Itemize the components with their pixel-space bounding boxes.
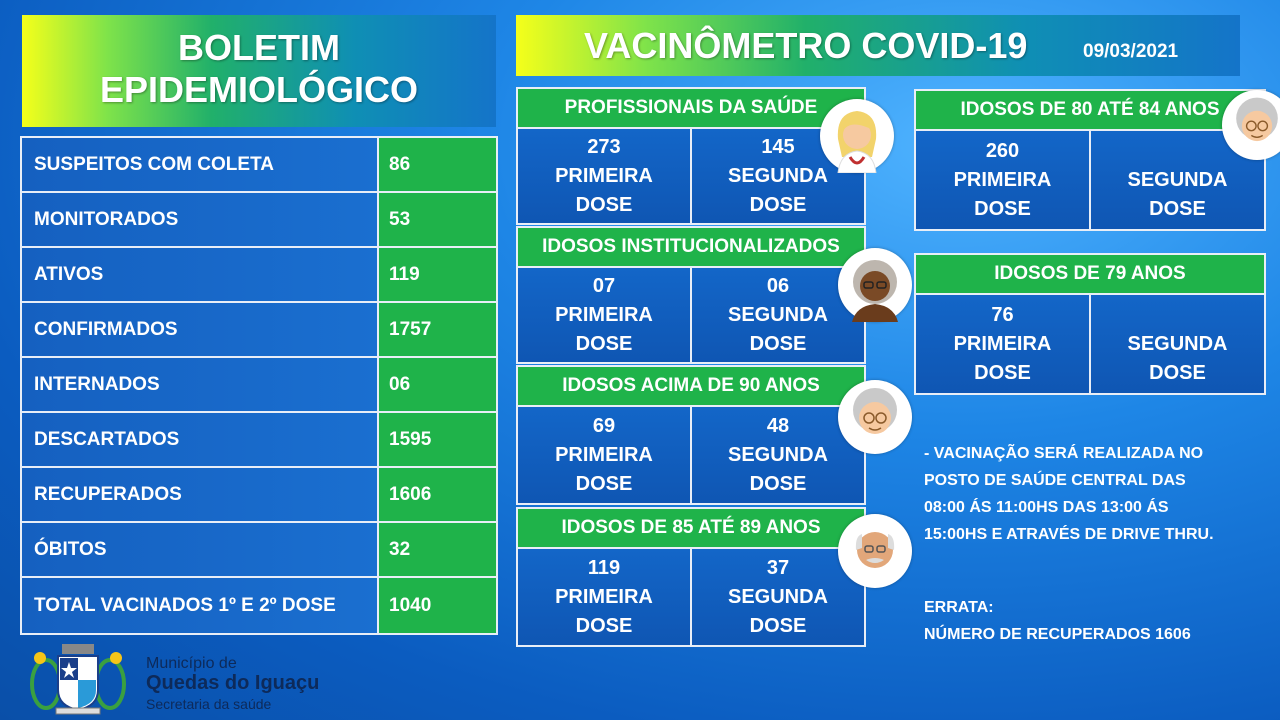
vaccination-note <box>924 440 1264 548</box>
row-value: 32 <box>379 523 496 576</box>
note-line: 15:00HS E ATRAVÉS DE DRIVE THRU. <box>924 526 1214 543</box>
row-value: 119 <box>379 248 496 301</box>
errata <box>924 594 1191 648</box>
first-dose-label: PRIMEIRA <box>555 303 653 326</box>
municipality-prefix: Município de <box>146 655 237 672</box>
card-title: IDOSOS INSTITUCIONALIZADOS <box>518 228 864 268</box>
first-dose-cell <box>518 407 690 503</box>
table-row <box>22 248 496 303</box>
first-dose-cell <box>916 131 1089 229</box>
row-value: 86 <box>379 138 496 191</box>
first-dose-count: 260 <box>985 139 1020 162</box>
table-row <box>22 578 496 633</box>
first-dose-count: 69 <box>592 414 616 437</box>
row-value: 1757 <box>379 303 496 356</box>
bulletin-header <box>22 15 496 127</box>
row-value: 1606 <box>379 468 496 521</box>
first-dose-label: PRIMEIRA <box>953 332 1052 355</box>
epidemiological-table <box>20 136 498 635</box>
dose-label: DOSE <box>1149 361 1206 384</box>
dose-label: DOSE <box>974 197 1031 220</box>
row-value: 1040 <box>379 578 496 633</box>
note-line: POSTO DE SAÚDE CENTRAL DAS <box>924 472 1186 489</box>
dose-label: DOSE <box>749 332 807 355</box>
first-dose-label: PRIMEIRA <box>953 168 1052 191</box>
card-title: IDOSOS DE 80 ATÉ 84 ANOS <box>916 91 1264 131</box>
row-label: RECUPERADOS <box>22 468 379 521</box>
row-label: ÓBITOS <box>22 523 379 576</box>
table-row <box>22 523 496 578</box>
grandfather-avatar-icon <box>838 514 912 588</box>
second-dose-cell <box>1089 295 1264 393</box>
errata-text: NÚMERO DE RECUPERADOS 1606 <box>924 626 1191 643</box>
row-label: MONITORADOS <box>22 193 379 246</box>
table-row <box>22 303 496 358</box>
card-institutionalized-elderly <box>516 226 866 364</box>
card-title: PROFISSIONAIS DA SAÚDE <box>518 89 864 129</box>
municipal-coat-of-arms-icon <box>26 640 130 716</box>
first-dose-count: 119 <box>587 556 621 579</box>
second-dose-label: SEGUNDA <box>1127 332 1228 355</box>
second-dose-count: 37 <box>766 556 790 579</box>
health-worker-avatar-icon <box>820 99 894 173</box>
second-dose-label: SEGUNDA <box>727 443 828 466</box>
row-value: 1595 <box>379 413 496 466</box>
second-dose-count: 145 <box>761 135 795 158</box>
second-dose-label: SEGUNDA <box>1127 168 1228 191</box>
grandmother-avatar-icon <box>838 380 912 454</box>
row-label: INTERNADOS <box>22 358 379 411</box>
note-line: - VACINAÇÃO SERÁ REALIZADA NO <box>924 445 1204 462</box>
table-row <box>22 413 496 468</box>
table-row <box>22 193 496 248</box>
first-dose-label: PRIMEIRA <box>555 585 653 608</box>
first-dose-label: PRIMEIRA <box>555 164 653 187</box>
row-label: DESCARTADOS <box>22 413 379 466</box>
dose-label: DOSE <box>749 193 807 216</box>
first-dose-cell <box>518 268 690 362</box>
card-title: IDOSOS ACIMA DE 90 ANOS <box>518 367 864 407</box>
city-name: Quedas do Iguaçu <box>146 672 320 694</box>
municipality-name <box>146 656 319 714</box>
bulletin-title-line2: EPIDEMIOLÓGICO <box>99 69 419 110</box>
card-title: IDOSOS DE 85 ATÉ 89 ANOS <box>518 509 864 549</box>
dose-label: DOSE <box>575 614 633 637</box>
card-elderly-80-84 <box>914 89 1266 231</box>
row-value: 53 <box>379 193 496 246</box>
card-elderly-79 <box>914 253 1266 395</box>
row-label: TOTAL VACINADOS 1º E 2º DOSE <box>22 578 379 633</box>
row-label: ATIVOS <box>22 248 379 301</box>
vaccinometer-title: VACINÔMETRO COVID-19 <box>584 25 1028 66</box>
department-name: Secretaria da saúde <box>146 696 272 712</box>
elderly-dark-avatar-icon <box>838 248 912 322</box>
card-health-professionals <box>516 87 866 225</box>
vaccinometer-header <box>516 15 1240 76</box>
table-row <box>22 138 496 193</box>
card-elderly-over-90 <box>516 365 866 505</box>
dose-label: DOSE <box>575 193 633 216</box>
table-row <box>22 358 496 413</box>
first-dose-cell <box>518 129 690 223</box>
row-label: CONFIRMADOS <box>22 303 379 356</box>
second-dose-label: SEGUNDA <box>727 303 828 326</box>
row-label: SUSPEITOS COM COLETA <box>22 138 379 191</box>
dose-label: DOSE <box>575 472 633 495</box>
first-dose-cell <box>916 295 1089 393</box>
dose-label: DOSE <box>575 332 633 355</box>
row-value: 06 <box>379 358 496 411</box>
first-dose-cell <box>518 549 690 645</box>
bulletin-title-line1: BOLETIM <box>178 27 340 68</box>
second-dose-count: 48 <box>766 414 790 437</box>
second-dose-count: 06 <box>766 274 790 297</box>
errata-title: ERRATA: <box>924 599 994 616</box>
first-dose-label: PRIMEIRA <box>555 443 653 466</box>
table-row <box>22 468 496 523</box>
second-dose-label: SEGUNDA <box>727 585 828 608</box>
second-dose-label: SEGUNDA <box>727 164 828 187</box>
first-dose-count: 07 <box>592 274 616 297</box>
card-elderly-85-89 <box>516 507 866 647</box>
bulletin-date: 09/03/2021 <box>1083 41 1179 62</box>
grandmother-avatar-icon <box>1222 90 1280 160</box>
dose-label: DOSE <box>749 472 807 495</box>
first-dose-count: 273 <box>587 135 621 158</box>
note-line: 08:00 ÁS 11:00HS DAS 13:00 ÁS <box>924 499 1169 516</box>
dose-label: DOSE <box>974 361 1031 384</box>
first-dose-count: 76 <box>991 303 1014 326</box>
dose-label: DOSE <box>1149 197 1206 220</box>
card-title: IDOSOS DE 79 ANOS <box>916 255 1264 295</box>
dose-label: DOSE <box>749 614 807 637</box>
